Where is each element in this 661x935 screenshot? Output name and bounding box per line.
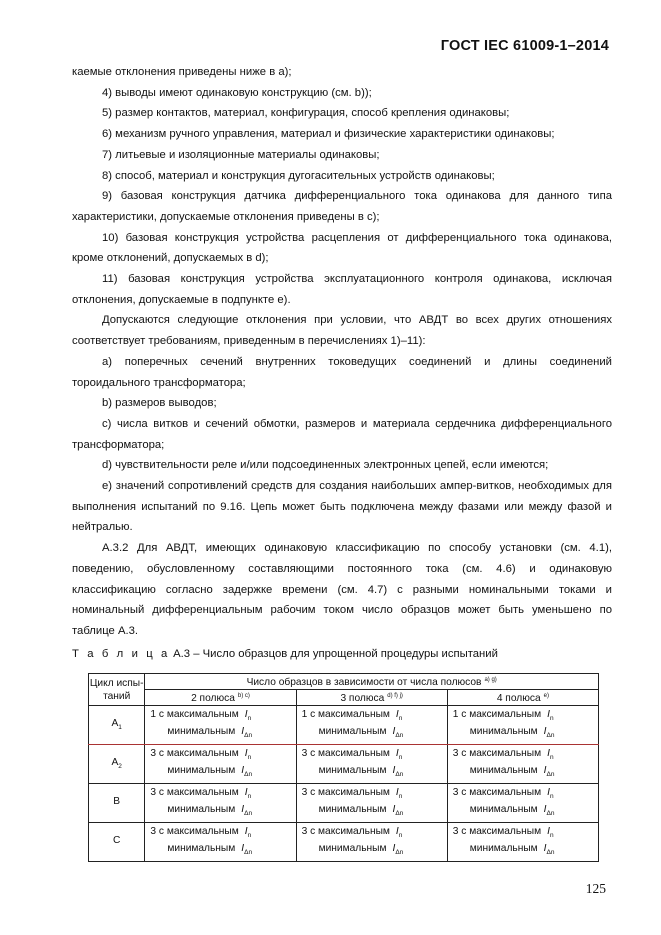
cell-text: минимальным	[318, 765, 387, 777]
cycle-label: $A_2$	[89, 745, 145, 784]
list-item: а) поперечных сечений внутренних токоведущих соединений и длины соединений тороидального трансформатора;	[72, 355, 612, 389]
current-symbol: I	[543, 804, 547, 816]
current-subscript: Δn	[546, 732, 555, 740]
sample-count: 3	[452, 787, 459, 799]
current-subscript: n	[549, 715, 554, 723]
current-subscript: Δn	[395, 849, 404, 857]
sample-count: 3	[452, 748, 459, 760]
cell-text: минимальным	[318, 726, 387, 738]
sample-count: 3	[150, 748, 157, 760]
current-subscript: n	[398, 754, 403, 762]
current-symbol: I	[241, 804, 245, 816]
cell-text: с максимальным	[461, 748, 542, 760]
current-subscript: n	[549, 832, 554, 840]
body-text	[72, 62, 612, 664]
list-item: 10) базовая конструкция устройства расцепления от дифференциального тока одинакова, кроме отклонений, допускаемых в d);	[72, 231, 612, 265]
current-symbol: I	[395, 709, 399, 720]
current-symbol: I	[392, 765, 396, 777]
cell-text: с максимальным	[158, 826, 239, 838]
table-cell	[296, 784, 447, 823]
current-symbol: I	[395, 826, 399, 838]
footnote-ref: b) c)	[237, 693, 250, 699]
cell-text: с максимальным	[310, 748, 390, 760]
current-symbol: I	[543, 765, 547, 777]
cell-text: с максимальным	[158, 709, 239, 720]
current-subscript: n	[549, 754, 554, 762]
current-subscript: Δn	[395, 732, 404, 740]
samples-table	[88, 673, 599, 862]
current-subscript: Δn	[395, 810, 404, 818]
list-item: 5) размер контактов, материал, конфигурация, способ крепления одинаковы;	[102, 107, 510, 120]
table-cell	[296, 823, 447, 862]
sample-count: 3	[150, 787, 157, 799]
cell-text: минимальным	[167, 726, 236, 738]
cell-text: минимальным	[318, 843, 387, 855]
current-subscript: n	[247, 832, 252, 840]
list-item: 11) базовая конструкция устройства эксплуатационного контроля одинакова, исключая отклонения, допускаемые в подпункте е).	[72, 273, 612, 306]
poles-header-label: Число образцов в зависимости от числа полюсов	[246, 677, 482, 688]
current-subscript: Δn	[546, 771, 555, 779]
column-header: 4 полюса $^{e)}$	[447, 690, 598, 706]
cycle-subscript: 1	[118, 723, 122, 731]
cell-text: с максимальным	[461, 787, 542, 799]
table-caption	[72, 644, 612, 665]
table-caption-text: А.3 – Число образцов для упрощенной процедуры испытаний	[173, 647, 498, 660]
table-row	[89, 784, 599, 823]
table-cell	[447, 784, 598, 823]
current-symbol: I	[547, 787, 550, 799]
column-header: 3 полюса $^{d) f) j)}$	[296, 690, 447, 706]
current-subscript: n	[247, 793, 252, 801]
sample-count: 1	[150, 709, 157, 720]
current-symbol: I	[392, 726, 396, 738]
poles-header	[145, 674, 599, 690]
current-symbol: I	[547, 709, 550, 720]
current-subscript: Δn	[546, 849, 555, 857]
table-cell	[145, 823, 296, 862]
current-symbol: I	[244, 748, 248, 760]
current-subscript: n	[549, 793, 554, 801]
current-symbol: I	[543, 726, 547, 738]
current-subscript: n	[247, 715, 252, 723]
sample-count: 3	[301, 826, 308, 838]
list-item: 9) базовая конструкция датчика дифференциального тока одинакова для данного типа характеристики, допускаемые отклонения приведены в с);	[72, 190, 612, 223]
cycle-header: Цикл испы-таний	[89, 674, 145, 706]
sample-count: 3	[301, 787, 308, 799]
current-subscript: n	[398, 832, 403, 840]
cell-text: минимальным	[469, 765, 538, 777]
list-item: 4) выводы имеют одинаковую конструкцию (см. b));	[102, 86, 372, 99]
cell-text: с максимальным	[158, 787, 239, 799]
table-cell	[145, 706, 296, 745]
cell-text: с максимальным	[310, 709, 390, 720]
current-subscript: n	[398, 793, 403, 801]
list-item: 8) способ, материал и конструкция дугогасительных устройств одинаковы;	[102, 169, 495, 182]
current-symbol: I	[547, 748, 550, 760]
list-item: b) размеров выводов;	[102, 397, 217, 410]
sample-count: 3	[452, 826, 459, 838]
list-item: 6) механизм ручного управления, материал и физические характеристики одинаковы;	[102, 128, 555, 141]
table-cell	[296, 706, 447, 745]
table-cell	[447, 706, 598, 745]
cycle-subscript: 2	[118, 762, 122, 770]
sample-count: 1	[301, 709, 308, 720]
paragraph: Допускаются следующие отклонения при условии, что АВДТ во всех других отношениях соответствует требованиям, приведенным в перечислениях 1)–11):	[72, 314, 612, 348]
paragraph: каемые отклонения приведены ниже в а);	[72, 66, 292, 78]
current-symbol: I	[543, 843, 547, 855]
current-symbol: I	[392, 843, 396, 855]
current-symbol: I	[244, 787, 248, 799]
cell-text: минимальным	[167, 843, 236, 855]
current-subscript: Δn	[244, 849, 253, 857]
cell-text: минимальным	[318, 804, 387, 816]
sample-count: 1	[452, 709, 459, 720]
current-symbol: I	[547, 826, 550, 838]
current-subscript: Δn	[244, 810, 253, 818]
cell-text: минимальным	[167, 765, 236, 777]
table-row	[89, 823, 599, 862]
current-symbol: I	[244, 826, 248, 838]
table-cell	[447, 823, 598, 862]
current-symbol: I	[395, 748, 399, 760]
document-header: ГОСТ IEC 61009-1–2014	[440, 38, 609, 54]
cell-text: с максимальным	[461, 826, 542, 838]
sample-count: 3	[301, 748, 308, 760]
current-subscript: Δn	[244, 771, 253, 779]
table-row	[89, 745, 599, 784]
current-symbol: I	[241, 843, 245, 855]
cell-text: с максимальным	[158, 748, 239, 760]
footnote-ref: d) f) j)	[387, 693, 403, 699]
paragraph: А.3.2 Для АВДТ, имеющих одинаковую классификацию по способу установки (см. 4.1), поведению, обусловленному составляющими постоянного тока (см. 4.6) и одинаковую классификацию согласно задержке времени (см. 4.7) с разными номинальными токами и номинальный дифференциальным рабочим током число образцов может быть уменьшено по таблице А.3.	[72, 542, 612, 637]
current-subscript: n	[247, 754, 252, 762]
current-symbol: I	[244, 709, 248, 720]
current-subscript: Δn	[395, 771, 404, 779]
list-item: с) числа витков и сечений обмотки, размеров и материала сердечника дифференциального трансформатора;	[72, 417, 612, 451]
current-symbol: I	[241, 765, 245, 777]
cell-text: минимальным	[469, 804, 538, 816]
table-cell	[296, 745, 447, 784]
list-item: d) чувствительности реле и/или подсоединенных электронных цепей, если имеются;	[102, 459, 549, 472]
current-symbol: I	[395, 787, 399, 799]
cell-text: с максимальным	[310, 826, 390, 838]
list-item: 7) литьевые и изоляционные материалы одинаковы;	[102, 148, 380, 161]
cell-text: с максимальным	[461, 709, 542, 720]
sample-count: 3	[150, 826, 157, 838]
current-subscript: Δn	[244, 732, 253, 740]
cycle-label: $A_1$	[89, 706, 145, 745]
table-row	[89, 706, 599, 745]
table-caption-label: Т а б л и ц а	[72, 647, 170, 660]
cycle-label: C	[89, 823, 145, 862]
cell-text: минимальным	[469, 843, 538, 855]
page-number: 125	[585, 881, 606, 896]
cell-text: с максимальным	[310, 787, 390, 799]
table-cell	[145, 784, 296, 823]
current-subscript: n	[398, 715, 403, 723]
cell-text: минимальным	[167, 804, 236, 816]
current-symbol: I	[392, 804, 396, 816]
table-cell	[145, 745, 296, 784]
current-subscript: Δn	[546, 810, 555, 818]
footnote-ref: a) g)	[484, 677, 497, 683]
cell-text: минимальным	[469, 726, 538, 738]
list-item: е) значений сопротивлений средств для создания наибольших ампер-витков, необходимых для выполнения испытаний по 9.16. Цепь может быть подключена между фазами или между фазой и нейтралью.	[72, 480, 612, 534]
cycle-label: B	[89, 784, 145, 823]
footnote-ref: e)	[543, 693, 549, 699]
column-header: 2 полюса $^{b) c)}$	[145, 690, 296, 706]
current-symbol: I	[241, 726, 245, 738]
table-cell	[447, 745, 598, 784]
